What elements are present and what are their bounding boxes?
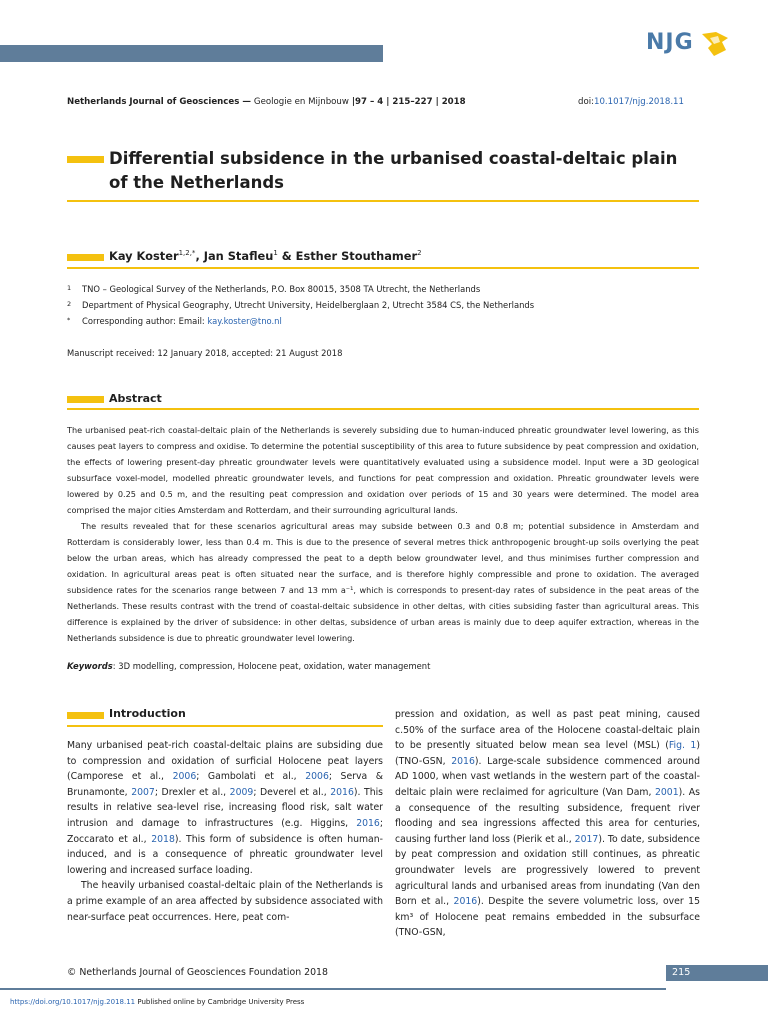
abstract-body: [67, 422, 699, 646]
intro-paragraph-3: [395, 707, 700, 941]
citation-link[interactable]: 2007: [131, 786, 155, 798]
author-list: Kay Koster$^{1,2,*}$, Jan Stafleu$^1$ & Esther Stouthamer$^2$: [109, 249, 422, 263]
footer-rule: [0, 988, 666, 990]
citation-link[interactable]: 2006: [305, 771, 329, 783]
text-run: ; Drexler et al.,: [154, 786, 230, 798]
introduction-marker: [67, 712, 104, 719]
text-run: ). As a consequence of the resulting subsidence, frequent river flooding and sea ingressions affected this area for centuries, causing further land loss (Pierik et al.,: [395, 786, 700, 845]
footer-doi: https://doi.org/10.1017/njg.2018.11 Published online by Cambridge University Press: [10, 998, 305, 1006]
corresponding-author: * Corresponding author: Email: kay.koster@tno.nl: [67, 316, 282, 326]
abstract-rule: [67, 408, 699, 410]
text-run: ; Zoccarato et al.,: [67, 817, 383, 845]
citation-link[interactable]: 2017: [574, 833, 599, 845]
citation-link[interactable]: 2016: [451, 755, 475, 767]
abstract-heading: Abstract: [109, 392, 162, 405]
text-run: ). To date, subsidence by peat compression and oxidation still continues, as phreatic groundwater levels are progressively lowered to prevent agricultural lands and urbanised areas from inundating (Van den Born et al.,: [395, 833, 701, 908]
citation-link[interactable]: 2016: [356, 817, 380, 829]
doi: doi:10.1017/njg.2018.11: [578, 97, 684, 107]
abstract-paragraph-2: The results revealed that for these scenarios agricultural areas may subside between 0.3 and 0.8 m; potential subsidence in Amsterdam and Rotterdam is considerably lower, less than 0.4 m. This is due to the presence of several metres thick anthropogenic brought-up soils overlying the peat below the urban areas, which has already compressed the peat to a depth below groundwater level, and thus minimises further compression and oxidation. In agricultural areas peat is often situated near the surface, and is therefore highly compressible and prone to oxidation. The averaged subsidence rates for the scenarios range between 7 and 13 mm a⁻¹, which is corresponds to present-day rates of subsidence in the peat areas of the Netherlands. These results contrast with the trend of coastal-deltaic subsidence in other deltas, with cities subsiding faster than agricultural areas. This difference is explained by the driver of subsidence: in other deltas, subsidence of urban areas is mainly due to deep aquifer extraction, whereas in the Netherlands subsidence is due to phreatic groundwater level lowering.: [67, 521, 699, 643]
journal-citation: Netherlands Journal of Geosciences — Geologie en Mijnbouw |97 – 4 | 215–227 | 2018: [67, 97, 466, 107]
text-run: ; Deverel et al.,: [253, 786, 331, 798]
text-run: ) (TNO-GSN,: [395, 740, 700, 767]
copyright: © Netherlands Journal of Geosciences Foundation 2018: [67, 967, 328, 978]
text-run: ; Gambolati et al.,: [196, 771, 306, 783]
authors-rule: [67, 267, 699, 269]
intro-paragraph-1: [67, 738, 383, 878]
text-run: Many urbanised peat-rich coastal-deltaic plains are subsiding due to compression and oxidation of surficial Holocene peat layers (Camporese et al.,: [67, 740, 383, 783]
doi-link[interactable]: 10.1017/njg.2018.11: [594, 97, 684, 107]
text-run: ). This results in relative sea-level rise, increasing flood risk, salt water intrusion and damage to infrastructures (e.g. Higgins,: [67, 786, 384, 829]
keywords: Keywords: 3D modelling, compression, Holocene peat, oxidation, water management: [67, 661, 431, 671]
header-bar: [0, 45, 383, 62]
text-run: ). Despite the severe volumetric loss, over 15 km³ of Holocene peat remains embedded in the subsurface (TNO-GSN,: [395, 896, 700, 939]
intro-left-column: [67, 738, 383, 925]
njg-logo: [646, 28, 730, 64]
affiliation-1: 1 TNO – Geological Survey of the Netherlands, P.O. Box 80015, 3508 TA Utrecht, the Netherlands: [67, 284, 481, 294]
text-run: ; Serva & Brunamonte,: [67, 771, 383, 798]
abstract-paragraph-1: The urbanised peat-rich coastal-deltaic plain of the Netherlands is severely subsiding due to human-induced phreatic groundwater level lowering, as this causes peat layers to compress and oxidise. To determine the potential susceptibility of this area to future subsidence by peat compression and oxidation, the effects of lowering present-day phreatic groundwater levels were quantitatively evaluated using a subsidence model. Input were a 3D geological subsurface voxel-model, modelled phreatic groundwater levels, and functions for peat compression and oxidation. Phreatic groundwater levels were lowered by 0.25 and 0.5 m, and the resulting peat compression and oxidation over periods of 15 and 30 years were determined. The model area comprised the major cities Amsterdam and Rotterdam, and their surrounding agricultural lands.: [67, 425, 699, 515]
manuscript-dates: Manuscript received: 12 January 2018, accepted: 21 August 2018: [67, 348, 343, 358]
citation-link[interactable]: 2001: [654, 786, 679, 798]
citation-link[interactable]: 2018: [151, 833, 175, 845]
logo-mark-icon: [700, 30, 730, 58]
intro-paragraph-2: The heavily urbanised coastal-deltaic plain of the Netherlands is a prime example of an area affected by subsidence associated with near-surface peat occurrences. Here, peat com-: [67, 880, 383, 923]
title-rule: [67, 200, 699, 202]
citation-link[interactable]: Fig. 1: [668, 740, 697, 752]
affiliation-2: 2 Department of Physical Geography, Utrecht University, Heidelberglaan 2, Utrecht 3584 CS, the Netherlands: [67, 300, 535, 310]
text-run: ). This form of subsidence is often human-induced, and is a consequence of phreatic groundwater level lowering and increased surface loading.: [67, 833, 383, 876]
citation-link[interactable]: 2006: [172, 771, 197, 783]
introduction-rule: [67, 725, 383, 727]
citation-link[interactable]: 2009: [229, 786, 254, 798]
text-run: pression and oxidation, as well as past peat mining, caused c.50% of the surface area of the Holocene coastal-deltaic plain to be presently situated below mean sea level (MSL) (: [395, 709, 700, 752]
text-run: ). Large-scale subsidence commenced around AD 1000, when vast wetlands in the western part of the coastal-deltaic plain were reclaimed for agriculture (Van Dam,: [395, 755, 700, 798]
email-link[interactable]: kay.koster@tno.nl: [207, 316, 282, 326]
footer-doi-link[interactable]: https://doi.org/10.1017/njg.2018.11: [10, 998, 136, 1006]
citation-link[interactable]: 2016: [453, 896, 478, 908]
introduction-heading: Introduction: [109, 707, 186, 720]
page-number: 215: [666, 965, 768, 981]
authors-marker: [67, 254, 104, 261]
article-title: Differential subsidence in the urbanised coastal-deltaic plain of the Netherlands: [109, 149, 678, 192]
title-marker: [67, 156, 104, 163]
intro-right-column: [395, 707, 700, 941]
logo-text: NJG: [646, 30, 694, 55]
abstract-marker: [67, 396, 104, 403]
citation-link[interactable]: 2016: [330, 786, 354, 798]
